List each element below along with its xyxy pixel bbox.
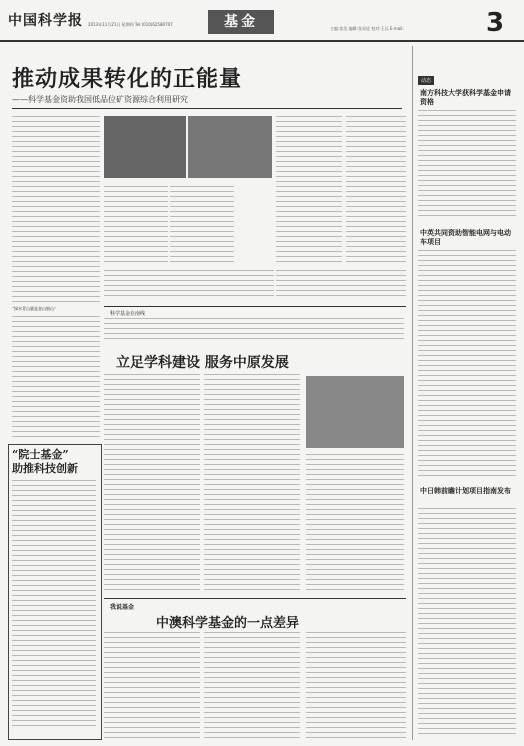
middle-headline: 立足学科建设 服务中原发展 [116,355,289,371]
lead-article-col5 [346,116,406,266]
bottom-col2 [204,632,300,738]
strip-rule [104,306,406,307]
strip-label: 科学基金在南线 [110,311,146,317]
lead-quote: “绿水青山就是金山银山” [12,306,57,311]
bottom-rule [104,598,406,599]
box-title-line2: 助推科技创新 [12,462,78,475]
box-article-text [12,480,96,730]
meeting-photo [306,376,404,448]
lead-article-col4 [276,116,342,266]
strip-text [104,318,404,340]
editors-line: 主编:张浩 编辑:张双虎 校对:王远 E-mail: [330,26,404,31]
page-number: 3 [486,8,505,38]
news-text-3 [418,508,516,738]
bottom-col1 [104,632,200,738]
middle-col3 [306,454,404,594]
middle-col2 [204,374,300,594]
factory-photo-1 [104,116,186,178]
bottom-headline: 中澳科学基金的一点差异 [156,616,300,631]
news-title-3: 中日韩前瞻计划项目指南发布 [420,486,511,495]
lead-headline: 推动成果转化的正能量 [12,67,243,92]
my-say-label: 我说基金 [110,604,135,611]
factory-photo-2 [188,116,272,178]
news-text-2 [418,250,516,480]
newspaper-logo: 中国科学报 [8,13,83,29]
issue-info: 2013年11月21日 星期四 Tel:(010)62580707 [88,22,173,27]
news-text-1 [418,110,516,220]
lead-article-tail-2 [276,270,406,300]
bottom-col3 [306,632,406,738]
lead-subhead: ——科学基金资助我国低品位矿资源综合利用研究 [12,95,188,104]
section-tab: 基金 [208,10,274,34]
news-title-2: 中英共同资助智能电网与电动车项目 [420,228,511,246]
right-column-tag: 动态 [418,76,434,85]
lead-article-col1 [12,116,100,306]
middle-col1 [104,374,200,594]
lead-article-col1b [12,316,100,438]
lead-article-tail [104,270,274,300]
box-title-line1: “院士基金” [12,448,69,461]
right-column-divider [412,46,413,740]
lead-article-col2 [104,186,168,266]
lead-article-col3 [170,186,234,266]
news-title-1: 南方科技大学获科学基金申请资格 [420,88,511,106]
divider [12,108,402,109]
